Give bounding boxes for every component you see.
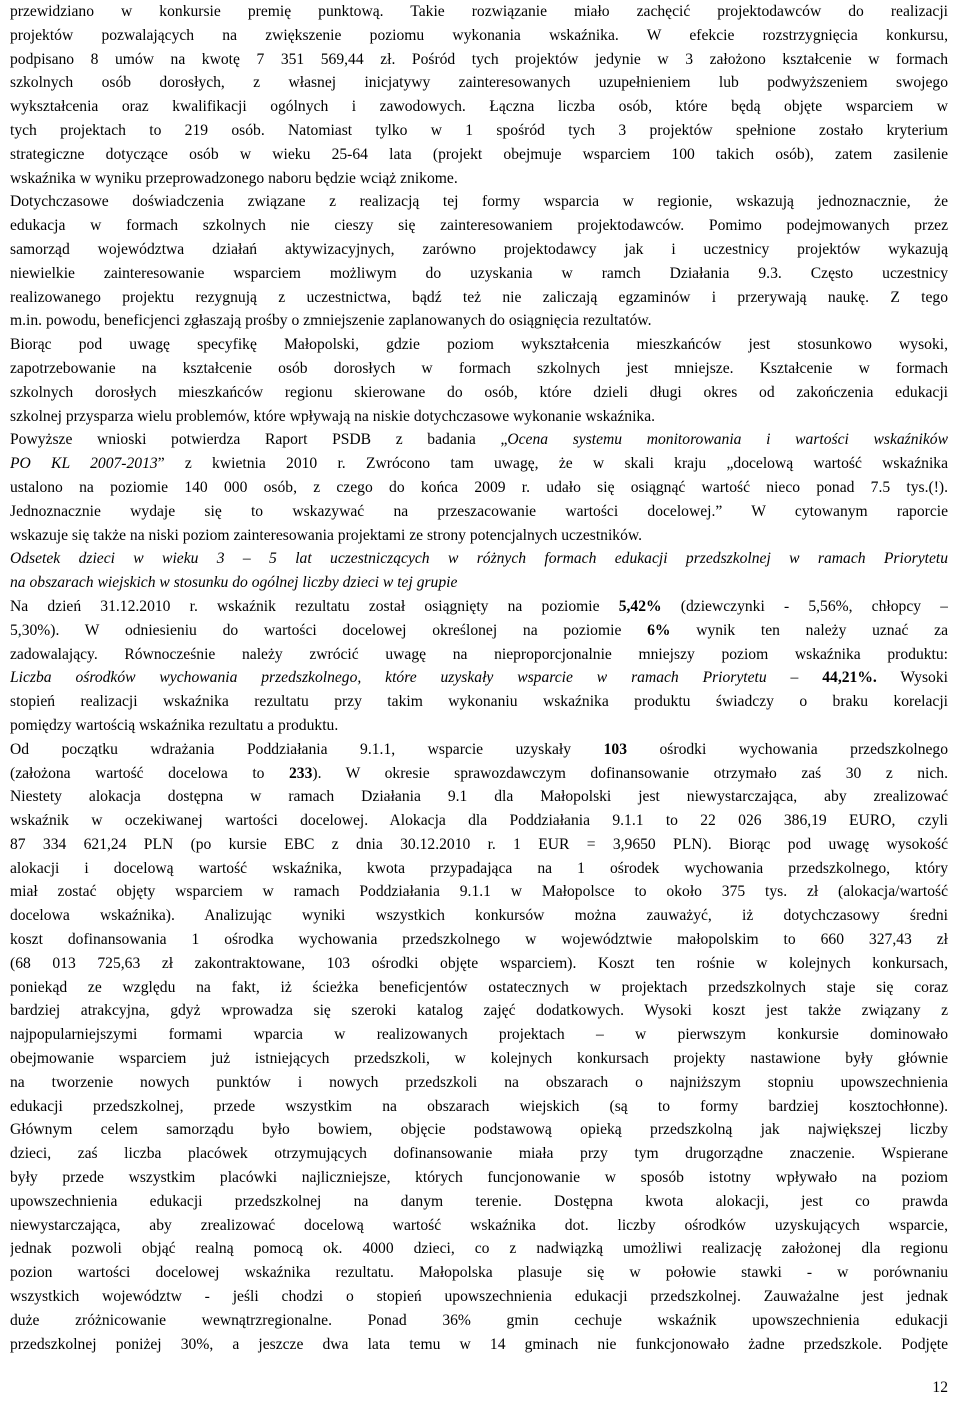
product-indicator-value: 44,21%. bbox=[798, 669, 877, 687]
text-line: obejmowanie wsparciem już istniejących przedszkoli, w kolejnych konkursach projekty nastawione były głównie bbox=[10, 1050, 948, 1068]
paragraph-psdb-report: Powyższe wnioski potwierdza Raport PSDB z badania „Ocena systemu monitorowania i wartości wskaźników PO KL 2007-2013” z kwietnia 2010 r. Zwrócono tam uwagę, że w skali kraju „docelową wartość wskaźnika ustalono na poziomie 140 000 osób, z czego do końca 2009 r. udało się osiągnąć wartość nieco ponad 7.5 tys.(!). Jednoznacznie wydaje się to wskazywać na przeszacowanie wartości docelowej.” W cytowanym raporcie wskazuje się także na niski poziom zainteresowania projektami ze strony potencjalnych uczestników. bbox=[10, 431, 948, 544]
result-value: 5,42% bbox=[618, 597, 662, 615]
text-line: niewystarczająca, aby zrealizować docelową wartość wskaźnika dot. liczby ośrodków uzyskujących wsparcie, bbox=[10, 1216, 948, 1234]
text-line: poniekąd ze względu na fakt, iż ścieżka beneficjentów ostatecznych w projektach przedszkolnych staje się coraz bbox=[10, 978, 948, 996]
text-line: bardziej atrakcyjna, gdyż wprowadza się szeroki katalog zajęć dodatkowych. Wysoki koszt jest także związany z bbox=[10, 1002, 948, 1020]
text-line: na tworzenie nowych punktów i nowych przedszkoli na obszarach o najniższym stopniu upowszechnienia bbox=[10, 1073, 948, 1091]
text-line: najpopularniejszymi formami wparcia w realizowanych projektach – w pierwszym konkursie dominowało bbox=[10, 1026, 948, 1044]
text-line: podpisano 8 umów na kwotę 7 351 569,44 zł. Pośród tych projektów jedynie w 3 założono kształcenie w formach bbox=[10, 50, 948, 68]
text-line: wszystkich województw - jeśli chodzi o stopień upowszechnienia edukacji przedszkolnej. Zauważalne jest jednak bbox=[10, 1288, 948, 1306]
paragraph-malopolska-specifics bbox=[10, 333, 948, 428]
text-line: Dotychczasowe doświadczenia związane z realizacją tej formy wsparcia w regionie, wskazują jednoznacznie, że bbox=[10, 193, 948, 211]
text-line: wskaźnika w wyniku przeprowadzonego naboru będzie wciąż znikome. bbox=[10, 169, 458, 187]
text-line: Niestety alokacja dostępna w ramach Działania 9.1 dla Małopolski jest niewystarczająca, aby zrealizować bbox=[10, 788, 948, 806]
text-line: realizowanego projektu rezygnują z uczestnictwa, bądź też nie zaliczają egzaminów i przerywają naukę. Z tego bbox=[10, 288, 948, 306]
text-line: (68 013 725,63 zł zakontraktowane, 103 ośrodki objęte wsparciem). Koszt ten rośnie w kolejnych konkursach, bbox=[10, 954, 948, 972]
text-line: wskaźnik w oczekiwanej wartości docelowej. Alokacja dla Poddziałania 9.1.1 to 22 026 386,19 EURO, czyli bbox=[10, 812, 948, 830]
document-page bbox=[10, 0, 948, 1356]
text-line: przewidziano w konkursie premię punktową. Takie rozwiązanie miało zachęcić projektodawców do realizacji bbox=[10, 3, 948, 20]
text-line: Biorąc pod uwagę specyfikę Małopolski, gdzie poziom wykształcenia mieszkańców jest stosunkowo wysoki, bbox=[10, 336, 948, 354]
paragraph-experience bbox=[10, 190, 948, 333]
text-line: szkolnej przysparza wielu problemów, które wpływają na niskie dotychczasowe wykonanie wskaźnika. bbox=[10, 407, 656, 425]
text-line: jednak pozwoli objąć realną pomocą ok. 4000 dzieci, co z nadwiązką umożliwi realizację założonej dla regionu bbox=[10, 1240, 948, 1258]
text-line: szkolnych osób dorosłych, z własnej inicjatywy zainteresowanych uzupełnieniem lub podwyższeniem swojego bbox=[10, 74, 948, 92]
text-line: upowszechnienia edukacji przedszkolnej na danym terenie. Dostępna kwota alokacji, jest co prawda bbox=[10, 1192, 948, 1210]
supported-centers-count: 103 bbox=[603, 740, 627, 758]
text-line: docelowa wskaźnika). Analizując wyniki wszystkich konkursów można zauważyć, iż dotychczasowy średni bbox=[10, 907, 948, 925]
target-value: 6% bbox=[647, 621, 671, 639]
target-centers-count: 233 bbox=[288, 764, 313, 782]
text-line: Głównym celem samorządu było bowiem, objęcie podstawową opieką przedszkolną jak największej liczby bbox=[10, 1121, 948, 1139]
text-line: samorząd województwa działań aktywizacyjnych, zarówno projektodawcy jak i uczestnicy projektów wykazują bbox=[10, 240, 948, 258]
text-line: zapotrzebowanie na kształcenie osób dorosłych w formach szkolnych jest mniejsze. Kształcenie w formach bbox=[10, 359, 948, 377]
text-line: duże zróżnicowanie wewnątrzregionalne. Ponad 36% gmin cechuje wskaźnik upowszechnienia edukacji bbox=[10, 1311, 948, 1329]
paragraph-contest-summary bbox=[10, 0, 948, 190]
text-line: edukacji przedszkolnej, przede wszystkim na obszarach wiejskich (są to formy bardziej kosztochłonne). bbox=[10, 1097, 948, 1115]
text-line: przedszkolnej poniżej 30%, a jeszcze dwa lata temu w 14 gminach nie funkcjonowało żadne przedszkole. Podjęte bbox=[10, 1335, 948, 1353]
text-line: szkolnych dorosłych mieszkańców regionu skierowane do osób, które dzieli długi okres od zakończenia edukacji bbox=[10, 383, 948, 401]
text-line: pozion wartości docelowej wskaźnika rezultatu. Małopolska plasuje się w połowie stawki - w porównaniu bbox=[10, 1264, 948, 1282]
indicator-heading: Odsetek dzieci w wieku 3 – 5 lat uczestniczących w różnych formach edukacji przedszkolnej w ramach Priorytetu na obszarach wiejskich w stosunku do ogólnej liczby dzieci w tej grupie bbox=[10, 550, 948, 592]
report-title-cont: PO KL 2007-2013 bbox=[10, 455, 158, 473]
text-line: koszt dofinansowania 1 ośrodka wychowania przedszkolnego w województwie małopolskim to 660 327,43 zł bbox=[10, 931, 948, 949]
text-line: były przede wszystkim placówki najliczniejsze, których funcjonowanie w sposób istotny wpływało na poziom bbox=[10, 1169, 948, 1187]
text-line: miał zostać objęty wsparciem w ramach Poddziałania 9.1.1 w Małopolsce to około 375 tys. zł (alokacja/wartość bbox=[10, 883, 948, 901]
text-line: projektów pozwalających na zwiększenie poziomu wykonania wskaźnika. W efekcie rozstrzygnięcia konkursu, bbox=[10, 26, 948, 44]
text-line: niewielkie zainteresowanie wsparciem możliwym do uzyskania w ramch Działania 9.3. Często uczestnicy bbox=[10, 264, 948, 282]
text-line: 87 334 621,24 PLN (po kursie EBC z dnia 30.12.2010 r. 1 EUR = 3,9650 PLN). Biorąc pod uwagę wysokość bbox=[10, 835, 948, 853]
page-number: 12 bbox=[932, 1379, 948, 1396]
paragraph-indicator-result: Na dzień 31.12.2010 r. wskaźnik rezultatu został osiągnięty na poziomie 5,42% (dziewczynki - 5,56%, chłopcy – 5,30%). W odniesieniu do wartości docelowej określonej na poziomie 6% wynik ten należy uznać za zadowalający. Równocześnie należy zwrócić uwagę na nieproporcjonalnie mniejszy poziom wskaźnika produktu: Liczba ośrodków wychowania przedszkolnego, które uzyskały wsparcie w ramach Priorytetu – 44,21%. Wysoki stopień realizacji wskaźnika rezultatu przy takim wykonaniu wskaźnika produktu świadczy o braku korelacji pomiędzy wartością wskaźnika rezultatu a produktu. bbox=[10, 597, 948, 734]
text-line: alokacji i docelową wartość wskaźnika, kwota przypadająca na 1 ośrodek wychowania przedszkolnego, który bbox=[10, 859, 948, 877]
text-line: edukacja w formach szkolnych nie cieszy się zainteresowaniem projektodawców. Pomimo podejmowanych przez bbox=[10, 217, 948, 235]
text-line: dzieci, zaś liczba placówek otrzymujących dofinansowanie miała przy tym drugorządne znaczenie. Wspierane bbox=[10, 1145, 948, 1163]
paragraph-subaction-911: Od początku wdrażania Poddziałania 9.1.1, wsparcie uzyskały 103 ośrodki wychowania przedszkolnego (założona wartość docelowa to 233). W okresie sprawozdawczym dofinansowanie otrzymało zaś 30 z nich. Niestety alokacja dostępna w ramach Działania 9.1 dla Małopolski jest niewystarczająca, aby zrealizować wskaźnik w oczekiwanej wartości docelowej. Alokacja dla Poddziałania 9.1.1 to 22 026 386,19 EURO, czyli 87 334 621,24 PLN (po kursie EBC z dnia 30.12.2010 r. 1 EUR = 3,9650 PLN). Biorąc pod uwagę wysokość alokacji i docelową wartość wskaźnika, kwota przypadająca na 1 ośrodek wychowania przedszkolnego, który miał zostać objęty wsparciem w ramach Poddziałania 9.1.1 w Małopolsce to około 375 tys. zł (alokacja/wartość docelowa wskaźnika). Analizując wyniki wszystkich konkursów można zauważyć, iż dotychczasowy średni koszt dofinansowania 1 ośrodka wychowania przedszkolnego w województwie małopolskim to 660 327,43 zł (68 013 725,63 zł zakontraktowane, 103 ośrodki objęte wsparciem). Koszt ten rośnie w kolejnych konkursach, poniekąd ze względu na fakt, iż ścieżka beneficjentów ostatecznych w projektach przedszkolnych staje się coraz bardziej atrakcyjna, gdyż wprowadza się szeroki katalog zajęć dodatkowych. Wysoki koszt jest także związany z najpopularniejszymi formami wparcia w realizowanych projektach – w pierwszym konkursie dominowało obejmowanie wsparciem już istniejących przedszkoli, w kolejnych konkursach projekty nastawione były głównie na tworzenie nowych punktów i nowych przedszkoli na obszarach o najniższym stopniu upowszechnienia edukacji przedszkolnej, przede wszystkim na obszarach wiejskich (są to formy bardziej kosztochłonne). Głównym celem samorządu było bowiem, objęcie podstawową opieką przedszkolną jak największej liczby dzieci, zaś liczba placówek otrzymujących dofinansowanie miała przy tym drugorządne znaczenie. Wspierane były przede wszystkim placówki najliczniejsze, których funcjonowanie w sposób istotny wpływało na poziom upowszechnienia edukacji przedszkolnej na danym terenie. Dostępna kwota alokacji, jest co prawda niewystarczająca, aby zrealizować docelową wartość wskaźnika dot. liczby ośrodków uzyskujących wsparcie, jednak pozwoli objąć realną pomocą ok. 4000 dzieci, co z nadwiązką umożliwi realizację założonej dla regionu pozion wartości docelowej wskaźnika rezultatu. Małopolska plasuje się w połowie stawki - w porównaniu wszystkich województw - jeśli chodzi o stopień upowszechnienia edukacji przedszkolnej. Zauważalne jest jednak duże zróżnicowanie wewnątrzregionalne. Ponad 36% gmin cechuje wskaźnik upowszechnienia edukacji przedszkolnej poniżej 30%, a jeszcze dwa lata temu w 14 gminach nie funkcjonowało żadne przedszkole. Podjęte bbox=[10, 738, 948, 1357]
report-title: Ocena systemu monitorowania i wartości wskaźników bbox=[507, 431, 948, 449]
text-line: tych projektach to 219 osób. Natomiast tylko w 1 spośród tych 3 projektów spełnione zostało kryterium bbox=[10, 121, 948, 139]
text-line: m.in. powodu, beneficjenci zgłaszają prośby o zmniejszenie zaplanowanych do osiągnięcia rezultatów. bbox=[10, 312, 652, 330]
text-line: wykształcenia oraz kwalifikacji ogólnych i zawodowych. Łączna liczba osób, które będą objęte wsparciem w bbox=[10, 98, 948, 116]
text-line: strategiczne dotyczące osób w wieku 25-64 lata (projekt obejmuje wsparciem 100 takich osób), zatem zasilenie bbox=[10, 145, 948, 163]
